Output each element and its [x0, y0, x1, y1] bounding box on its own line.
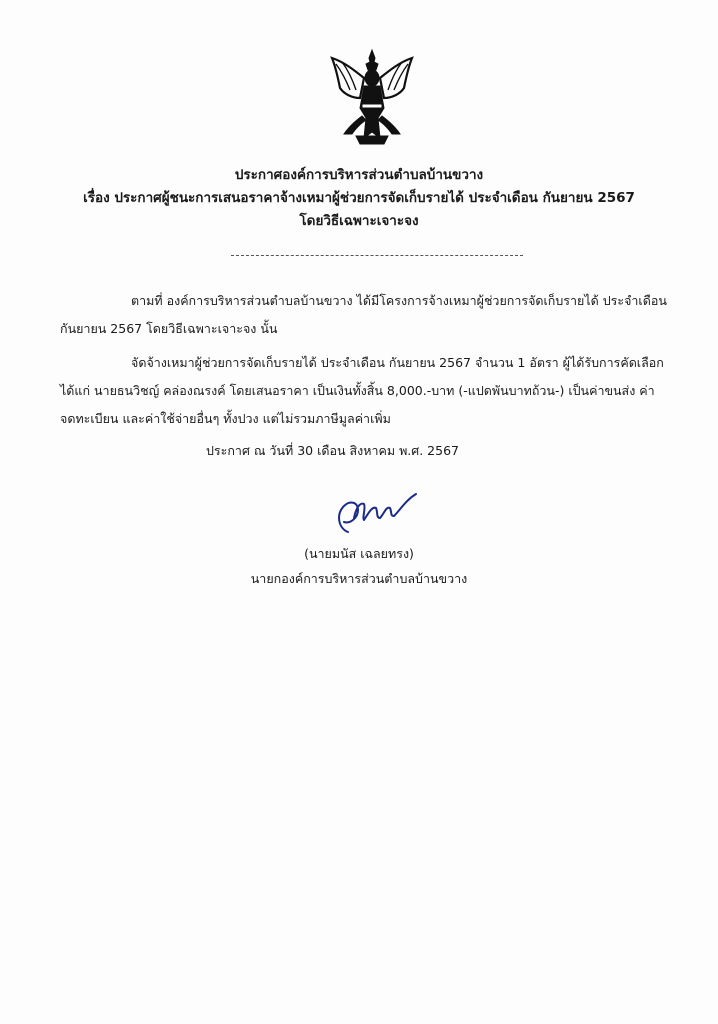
announcement-date: ประกาศ ณ วันที่ 30 เดือน สิงหาคม พ.ศ. 2567	[206, 443, 459, 458]
paragraph-2-line-3: จดทะเบียน และค่าใช้จ่ายอื่นๆ ทั้งปวง แต่ไม่รวมภาษีมูลค่าเพิ่ม	[60, 411, 391, 426]
signature-icon	[324, 488, 420, 538]
paragraph-1-line-1: ตามที่ องค์การบริหารส่วนตำบลบ้านขวาง ได้มีโครงการจ้างเหมาผู้ช่วยการจัดเก็บรายได้ ประจำเดือน	[131, 293, 667, 308]
paragraph-2-line-2: ได้แก่ นายธนวิชญ์ คล่องณรงค์ โดยเสนอราคา เป็นเงินทั้งสิ้น 8,000.-บาท (-แปดพันบาทถ้วน-) เป็นค่าขนส่ง ค่า	[60, 383, 655, 398]
garuda-emblem-icon	[326, 48, 418, 148]
signer-name: (นายมนัส เฉลยทรง)	[304, 546, 414, 561]
paragraph-2-line-1: จัดจ้างเหมาผู้ช่วยการจัดเก็บรายได้ ประจำเดือน กันยายน 2567 จำนวน 1 อัตรา ผู้ได้รับการคัดเลือก	[131, 355, 664, 370]
signer-position: นายกองค์การบริหารส่วนตำบลบ้านขวาง	[250, 571, 468, 586]
paragraph-1-line-2: กันยายน 2567 โดยวิธีเฉพาะเจาะจง นั้น	[60, 321, 278, 336]
heading-subject: เรื่อง ประกาศผู้ชนะการเสนอราคาจ้างเหมาผู้ช่วยการจัดเก็บรายได้ ประจำเดือน กันยายน 2567	[83, 190, 635, 206]
heading-organization: ประกาศองค์การบริหารส่วนตำบลบ้านขวาง	[234, 167, 484, 183]
heading-divider	[231, 255, 523, 256]
heading-method: โดยวิธีเฉพาะเจาะจง	[299, 213, 419, 229]
